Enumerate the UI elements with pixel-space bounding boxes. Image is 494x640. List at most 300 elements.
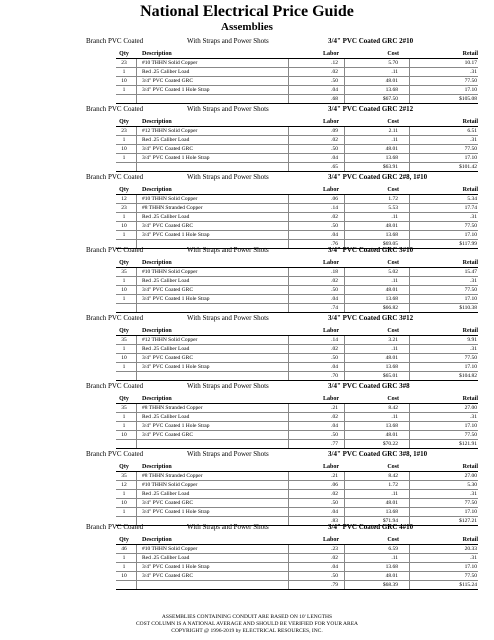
column-divider (344, 222, 345, 230)
table-row (116, 204, 478, 213)
assembly-name: 3/4" PVC Coated GRC 3#8, 1#10 (328, 450, 428, 458)
column-divider (409, 59, 410, 67)
column-divider (288, 163, 289, 171)
cell-cost: 13.68 (385, 232, 398, 238)
total-cost: $68.39 (382, 582, 398, 588)
cell-desc: #8 THHN Stranded Copper (142, 405, 203, 411)
table-row (116, 213, 478, 222)
column-divider (344, 431, 345, 439)
column-header-labor: Labor (322, 187, 339, 193)
cell-cost: 13.68 (385, 87, 398, 93)
cell-desc: 3/4" PVC Coated 1 Hole Strap (142, 423, 210, 429)
cell-retail: 17.10 (464, 232, 477, 238)
column-divider (409, 222, 410, 230)
cell-labor: .04 (331, 155, 338, 161)
cell-qty: 10 (121, 500, 127, 506)
column-divider (136, 404, 137, 412)
column-divider (344, 372, 345, 380)
column-divider (409, 372, 410, 380)
total-retail: $101.42 (459, 164, 477, 170)
cell-cost: 5.02 (388, 269, 398, 275)
table-row (116, 499, 478, 508)
cell-cost: 13.68 (385, 364, 398, 370)
column-divider (409, 490, 410, 498)
column-divider (136, 481, 137, 489)
column-divider (344, 554, 345, 562)
column-divider (344, 213, 345, 221)
cell-qty: 1 (122, 87, 126, 93)
cell-desc: 3/4" PVC Coated 1 Hole Strap (142, 155, 210, 161)
assembly-name: 3/4" PVC Coated GRC 2#8, 1#10 (328, 173, 428, 181)
cell-cost: 5.70 (388, 60, 398, 66)
column-header-cost: Cost (387, 396, 399, 402)
assembly-table (116, 117, 478, 172)
cell-retail: 27.00 (464, 473, 477, 479)
column-header-labor: Labor (322, 464, 339, 470)
assembly-name: 3/4" PVC Coated GRC 3#10 (328, 246, 414, 254)
cell-cost: 48.01 (385, 78, 398, 84)
cell-retail: 17.10 (464, 423, 477, 429)
column-divider (288, 422, 289, 430)
cell-qty: 1 (122, 155, 126, 161)
section-category: Branch PVC Coated (86, 246, 144, 254)
cell-labor: .50 (331, 355, 338, 361)
total-retail: $127.21 (459, 518, 477, 524)
section-category: Branch PVC Coated (86, 450, 144, 458)
total-row (116, 581, 478, 590)
column-divider (288, 581, 289, 589)
total-cost: $66.82 (382, 305, 398, 311)
table-row (116, 268, 478, 277)
table-header (116, 462, 478, 472)
total-cost: $67.50 (382, 96, 398, 102)
assembly-section (86, 313, 486, 381)
cell-labor: .04 (331, 423, 338, 429)
section-category: Branch PVC Coated (86, 382, 144, 390)
column-header-cost: Cost (387, 119, 399, 125)
column-divider (136, 440, 137, 448)
section-category: Branch PVC Coated (86, 314, 144, 322)
cell-qty: 1 (122, 346, 126, 352)
column-header-retail: Retail (462, 464, 478, 470)
column-divider (409, 295, 410, 303)
cell-retail: .31 (470, 491, 477, 497)
footer-copyright: COPYRIGHT @ 1996-2019 by ELECTRICAL RESOURCES, INC. (171, 628, 323, 634)
total-labor: .83 (331, 518, 338, 524)
cell-retail: 27.00 (464, 405, 477, 411)
cell-retail: 5.34 (467, 196, 477, 202)
cell-cost: 13.68 (385, 509, 398, 515)
column-header-desc: Description (142, 464, 172, 470)
table-row (116, 413, 478, 422)
column-divider (409, 472, 410, 480)
cell-labor: .50 (331, 573, 338, 579)
cell-labor: .04 (331, 364, 338, 370)
cell-labor: .04 (331, 232, 338, 238)
cell-desc: 3/4" PVC Coated 1 Hole Strap (142, 364, 210, 370)
table-row (116, 508, 478, 517)
assembly-table (116, 49, 478, 104)
cell-labor: .02 (331, 346, 338, 352)
column-divider (136, 145, 137, 153)
cell-labor: .02 (331, 214, 338, 220)
column-divider (344, 231, 345, 239)
total-retail: $104.82 (459, 373, 477, 379)
column-divider (288, 286, 289, 294)
cell-cost: 13.68 (385, 155, 398, 161)
cell-cost: 48.01 (385, 432, 398, 438)
section-note: With Straps and Power Shots (187, 382, 269, 390)
column-divider (344, 545, 345, 553)
cell-qty: 10 (121, 78, 127, 84)
cell-cost: 13.68 (385, 423, 398, 429)
column-divider (409, 127, 410, 135)
table-row (116, 554, 478, 563)
column-divider (409, 336, 410, 344)
cell-desc: Red .25 Caliber Load (142, 278, 190, 284)
cell-desc: #10 THHN Solid Copper (142, 269, 198, 275)
column-divider (409, 431, 410, 439)
cell-retail: 77.50 (464, 573, 477, 579)
cell-cost: 48.01 (385, 146, 398, 152)
section-header (86, 245, 486, 258)
column-divider (344, 204, 345, 212)
total-cost: $70.22 (382, 441, 398, 447)
column-divider (288, 572, 289, 580)
column-divider (136, 304, 137, 312)
cell-qty: 1 (122, 364, 126, 370)
table-row (116, 222, 478, 231)
column-divider (288, 127, 289, 135)
assembly-table (116, 462, 478, 526)
section-header (86, 36, 486, 49)
cell-qty: 23 (121, 205, 127, 211)
column-divider (288, 481, 289, 489)
assembly-section (86, 381, 486, 449)
column-divider (136, 213, 137, 221)
column-divider (136, 127, 137, 135)
cell-desc: 3/4" PVC Coated GRC (142, 223, 193, 229)
total-cost: $65.01 (382, 373, 398, 379)
column-divider (136, 77, 137, 85)
cell-cost: 8.42 (388, 473, 398, 479)
column-divider (344, 354, 345, 362)
column-header-qty: Qty (119, 119, 129, 125)
cell-qty: 35 (121, 337, 127, 343)
column-divider (344, 136, 345, 144)
column-header-retail: Retail (462, 51, 478, 57)
cell-labor: .50 (331, 78, 338, 84)
column-header-labor: Labor (322, 328, 339, 334)
cell-labor: .50 (331, 287, 338, 293)
cell-labor: .02 (331, 278, 338, 284)
column-divider (409, 354, 410, 362)
column-divider (136, 286, 137, 294)
table-row (116, 127, 478, 136)
cell-desc: Red .25 Caliber Load (142, 555, 190, 561)
cell-labor: .50 (331, 146, 338, 152)
column-divider (136, 222, 137, 230)
total-labor: .79 (331, 582, 338, 588)
column-header-desc: Description (142, 119, 172, 125)
section-header (86, 381, 486, 394)
cell-retail: 17.74 (464, 205, 477, 211)
column-divider (344, 145, 345, 153)
column-divider (344, 127, 345, 135)
column-divider (409, 68, 410, 76)
column-header-qty: Qty (119, 537, 129, 543)
column-header-labor: Labor (322, 119, 339, 125)
total-labor: .74 (331, 305, 338, 311)
column-divider (288, 154, 289, 162)
column-divider (136, 277, 137, 285)
assembly-name: 3/4" PVC Coated GRC 4#10 (328, 523, 414, 531)
cell-labor: .18 (331, 269, 338, 275)
cell-retail: 6.51 (467, 128, 477, 134)
cell-desc: #10 THHN Solid Copper (142, 60, 198, 66)
cell-cost: .11 (391, 137, 398, 143)
column-divider (288, 404, 289, 412)
cell-qty: 10 (121, 355, 127, 361)
column-divider (136, 413, 137, 421)
column-divider (288, 136, 289, 144)
section-header (86, 449, 486, 462)
cell-retail: 77.50 (464, 355, 477, 361)
cell-qty: 1 (122, 69, 126, 75)
column-header-retail: Retail (462, 328, 478, 334)
cell-qty: 10 (121, 432, 127, 438)
section-note: With Straps and Power Shots (187, 37, 269, 45)
column-divider (288, 363, 289, 371)
cell-labor: .02 (331, 555, 338, 561)
column-header-retail: Retail (462, 187, 478, 193)
cell-qty: 23 (121, 60, 127, 66)
column-header-desc: Description (142, 187, 172, 193)
section-note: With Straps and Power Shots (187, 246, 269, 254)
column-divider (409, 277, 410, 285)
column-divider (136, 68, 137, 76)
column-divider (344, 154, 345, 162)
column-divider (409, 545, 410, 553)
column-divider (409, 481, 410, 489)
table-header (116, 258, 478, 268)
total-retail: $110.38 (459, 305, 477, 311)
column-divider (288, 95, 289, 103)
cell-labor: .14 (331, 205, 338, 211)
cell-retail: 77.50 (464, 223, 477, 229)
column-header-cost: Cost (387, 187, 399, 193)
column-divider (344, 336, 345, 344)
cell-cost: 48.01 (385, 287, 398, 293)
cell-cost: .11 (391, 555, 398, 561)
cell-desc: Red .25 Caliber Load (142, 491, 190, 497)
cell-qty: 10 (121, 573, 127, 579)
column-divider (288, 490, 289, 498)
cell-qty: 46 (121, 546, 127, 552)
column-divider (136, 363, 137, 371)
column-divider (344, 95, 345, 103)
section-category: Branch PVC Coated (86, 105, 144, 113)
cell-desc: 3/4" PVC Coated 1 Hole Strap (142, 564, 210, 570)
column-divider (344, 304, 345, 312)
total-cost: $69.05 (382, 241, 398, 247)
page-title: National Electrical Price Guide (140, 3, 354, 20)
cell-cost: 13.68 (385, 296, 398, 302)
column-divider (288, 222, 289, 230)
cell-labor: .23 (331, 546, 338, 552)
cell-labor: .50 (331, 432, 338, 438)
column-header-cost: Cost (387, 260, 399, 266)
column-divider (288, 77, 289, 85)
page-subtitle: Assemblies (221, 21, 273, 33)
cell-retail: 77.50 (464, 500, 477, 506)
column-divider (136, 163, 137, 171)
table-row (116, 363, 478, 372)
column-divider (409, 581, 410, 589)
table-row (116, 86, 478, 95)
cell-retail: 17.10 (464, 296, 477, 302)
section-note: With Straps and Power Shots (187, 105, 269, 113)
assembly-table (116, 326, 478, 381)
table-header (116, 185, 478, 195)
column-divider (344, 363, 345, 371)
table-row (116, 195, 478, 204)
column-divider (409, 231, 410, 239)
column-header-desc: Description (142, 396, 172, 402)
column-divider (409, 572, 410, 580)
column-divider (344, 277, 345, 285)
column-divider (344, 268, 345, 276)
cell-cost: 48.01 (385, 500, 398, 506)
cell-desc: #10 THHN Solid Copper (142, 196, 198, 202)
column-divider (344, 195, 345, 203)
column-divider (288, 345, 289, 353)
column-divider (409, 213, 410, 221)
footer-note-cost: COST COLUMN IS A NATIONAL AVERAGE AND SHOULD BE VERIFIED FOR YOUR AREA (135, 621, 359, 627)
cell-cost: .11 (391, 346, 398, 352)
column-divider (344, 581, 345, 589)
cell-qty: 1 (122, 555, 126, 561)
assembly-section (86, 245, 486, 313)
cell-retail: 5.30 (467, 482, 477, 488)
column-divider (288, 354, 289, 362)
column-divider (344, 563, 345, 571)
column-header-desc: Description (142, 51, 172, 57)
assembly-table (116, 535, 478, 590)
column-divider (409, 204, 410, 212)
cell-qty: 35 (121, 269, 127, 275)
assembly-section (86, 172, 486, 249)
cell-labor: .04 (331, 509, 338, 515)
total-retail: $121.91 (459, 441, 477, 447)
cell-retail: 17.10 (464, 509, 477, 515)
column-divider (409, 77, 410, 85)
cell-cost: 1.72 (388, 196, 398, 202)
cell-qty: 1 (122, 414, 126, 420)
column-header-desc: Description (142, 328, 172, 334)
cell-cost: 48.01 (385, 355, 398, 361)
total-retail: $105.08 (459, 96, 477, 102)
cell-retail: .31 (470, 69, 477, 75)
column-divider (288, 204, 289, 212)
cell-desc: 3/4" PVC Coated GRC (142, 432, 193, 438)
section-category: Branch PVC Coated (86, 173, 144, 181)
column-header-labor: Labor (322, 537, 339, 543)
column-divider (136, 472, 137, 480)
column-divider (288, 277, 289, 285)
column-divider (136, 431, 137, 439)
cell-cost: .11 (391, 214, 398, 220)
cell-retail: 77.50 (464, 432, 477, 438)
assembly-name: 3/4" PVC Coated GRC 2#12 (328, 105, 414, 113)
section-note: With Straps and Power Shots (187, 314, 269, 322)
column-divider (409, 136, 410, 144)
column-divider (136, 231, 137, 239)
cell-desc: Red .25 Caliber Load (142, 69, 190, 75)
column-divider (288, 59, 289, 67)
column-divider (409, 195, 410, 203)
cell-retail: 20.33 (464, 546, 477, 552)
total-labor: .70 (331, 373, 338, 379)
column-header-retail: Retail (462, 119, 478, 125)
cell-labor: .21 (331, 405, 338, 411)
total-cost: $71.94 (382, 518, 398, 524)
cell-desc: 3/4" PVC Coated GRC (142, 78, 193, 84)
column-divider (344, 68, 345, 76)
section-header (86, 104, 486, 117)
cell-cost: 3.21 (388, 337, 398, 343)
table-row (116, 404, 478, 413)
cell-qty: 35 (121, 405, 127, 411)
cell-desc: #8 THHN Stranded Copper (142, 205, 203, 211)
cell-retail: 9.91 (467, 337, 477, 343)
cell-retail: .31 (470, 137, 477, 143)
total-labor: .77 (331, 441, 338, 447)
cell-qty: 1 (122, 491, 126, 497)
assembly-section (86, 36, 486, 104)
table-row (116, 286, 478, 295)
column-divider (288, 68, 289, 76)
column-divider (409, 95, 410, 103)
cell-desc: 3/4" PVC Coated 1 Hole Strap (142, 296, 210, 302)
column-divider (136, 572, 137, 580)
column-header-qty: Qty (119, 328, 129, 334)
cell-desc: Red .25 Caliber Load (142, 214, 190, 220)
table-row (116, 545, 478, 554)
cell-qty: 12 (121, 482, 127, 488)
cell-retail: .31 (470, 414, 477, 420)
cell-desc: 3/4" PVC Coated GRC (142, 355, 193, 361)
assembly-name: 3/4" PVC Coated GRC 2#10 (328, 37, 414, 45)
column-divider (288, 336, 289, 344)
total-row (116, 95, 478, 104)
column-divider (136, 422, 137, 430)
total-retail: $115.24 (459, 582, 477, 588)
column-divider (288, 545, 289, 553)
cell-desc: Red .25 Caliber Load (142, 346, 190, 352)
total-retail: $117.99 (459, 241, 477, 247)
cell-qty: 23 (121, 128, 127, 134)
column-header-retail: Retail (462, 260, 478, 266)
cell-desc: #12 THHN Solid Copper (142, 128, 198, 134)
cell-cost: .11 (391, 491, 398, 497)
cell-desc: 3/4" PVC Coated 1 Hole Strap (142, 232, 210, 238)
assembly-section (86, 104, 486, 172)
column-divider (344, 345, 345, 353)
table-row (116, 572, 478, 581)
column-divider (288, 195, 289, 203)
column-divider (409, 499, 410, 507)
